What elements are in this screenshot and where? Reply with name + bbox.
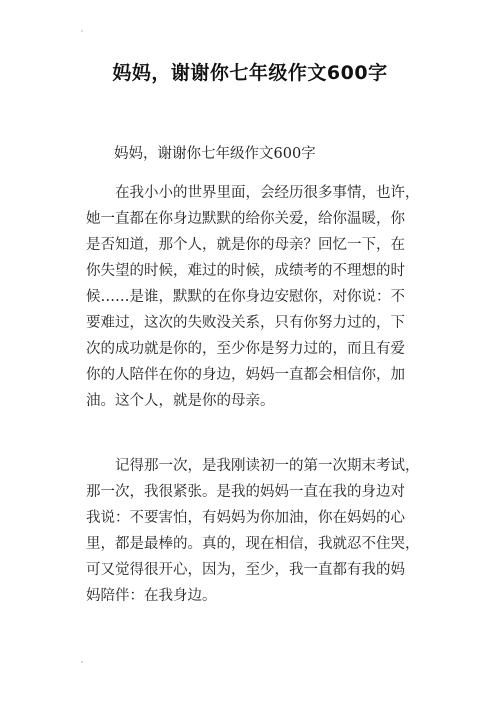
document-title: 妈妈，谢谢你七年级作文600字 xyxy=(112,62,388,84)
paragraph-line: 可又觉得很开心，因为，至少，我一直都有我的妈 xyxy=(86,562,405,578)
paragraph-line: 你的人陪伴在你的身边，妈妈一直都会相信你，加 xyxy=(86,367,405,383)
paragraph-line: 记得那一次，是我刚读初一的第一次期末考试， xyxy=(86,458,420,474)
paragraph-line: 油。这个人，就是你的母亲。 xyxy=(86,393,275,409)
document-subtitle: 妈妈，谢谢你七年级作文600字 xyxy=(114,146,316,162)
paragraph-line: 你失望的时候，难过的时候，成绩考的不理想的时 xyxy=(86,263,405,279)
paragraph-line: 妈陪伴：在我身边。 xyxy=(86,588,217,604)
paragraph-2 xyxy=(86,453,421,609)
page-mark xyxy=(81,661,83,663)
paragraph-line: 次的成功就是你的，至少你是努力过的，而且有爱 xyxy=(86,341,405,357)
paragraph-line: 我说：不要害怕，有妈妈为你加油，你在妈妈的心 xyxy=(86,510,405,526)
page-mark xyxy=(81,30,83,32)
paragraph-line: 是否知道，那个人，就是你的母亲？回忆一下，在 xyxy=(86,237,405,253)
paragraph-line: 候……是谁，默默的在你身边安慰你，对你说：不 xyxy=(86,289,405,305)
paragraph-line: 她一直都在你身边默默的给你关爱，给你温暖，你 xyxy=(86,211,405,227)
paragraph-line: 在我小小的世界里面，会经历很多事情，也许， xyxy=(86,185,420,201)
paragraph-line: 里，都是最棒的。真的，现在相信，我就忍不住哭， xyxy=(86,536,420,552)
paragraph-1 xyxy=(86,180,421,414)
paragraph-line: 要难过，这次的失败没关系，只有你努力过的，下 xyxy=(86,315,405,331)
paragraph-line: 那一次，我很紧张。是我的妈妈一直在我的身边对 xyxy=(86,484,405,500)
